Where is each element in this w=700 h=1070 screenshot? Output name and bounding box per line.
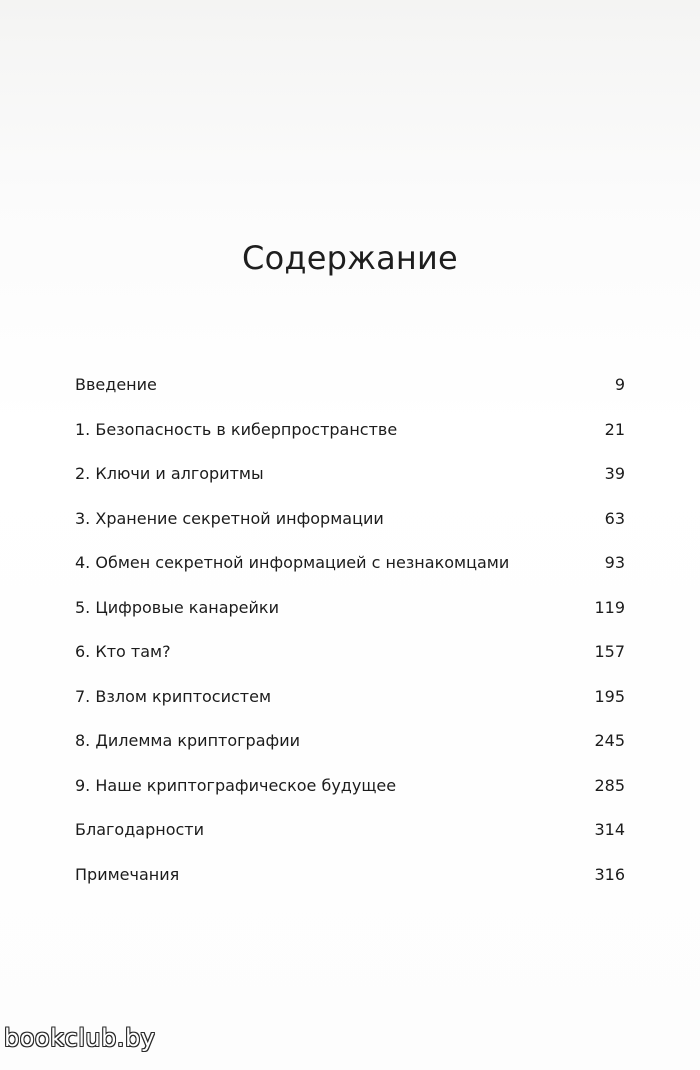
toc-entry-title: 8. Дилемма криптографии — [75, 731, 300, 750]
toc-entry-title: 7. Взлом криптосистем — [75, 686, 272, 706]
toc-entry — [75, 504, 625, 549]
toc-entry — [75, 682, 625, 727]
toc-entry — [75, 415, 625, 460]
toc-entry-page: 314 — [594, 820, 625, 839]
toc-entry — [75, 593, 625, 638]
toc-entry — [75, 459, 625, 504]
toc-entry — [75, 771, 625, 816]
toc-entry-page: 21 — [604, 419, 625, 439]
toc-entry-title: 5. Цифровые канарейки — [75, 597, 279, 617]
page-title: Содержание — [242, 239, 458, 278]
toc-entry — [75, 637, 625, 682]
toc-entry-title: 6. Кто там? — [75, 642, 171, 661]
toc-entry — [75, 726, 625, 771]
toc-entry — [75, 370, 625, 415]
toc-entry-title: 4. Обмен секретной информацией с незнакомцами — [75, 553, 510, 572]
toc-entry — [75, 815, 625, 860]
table-of-contents — [75, 370, 625, 904]
toc-entry-page: 119 — [594, 597, 625, 617]
toc-entry — [75, 860, 625, 905]
toc-entry-page: 245 — [594, 731, 625, 750]
toc-entry-title: Благодарности — [75, 820, 204, 839]
toc-entry-page: 316 — [594, 864, 625, 884]
toc-entry-title: 3. Хранение секретной информации — [75, 508, 384, 528]
toc-entry-page: 93 — [604, 553, 625, 572]
toc-entry-title: Примечания — [75, 864, 180, 884]
toc-entry-page: 9 — [614, 375, 625, 394]
toc-entry — [75, 548, 625, 593]
toc-entry-title: 2. Ключи и алгоритмы — [75, 464, 264, 483]
toc-entry-page: 195 — [594, 686, 625, 706]
toc-entry-title: Введение — [75, 375, 157, 394]
toc-entry-page: 63 — [604, 508, 625, 528]
toc-entry-page: 39 — [604, 464, 625, 483]
toc-entry-title: 1. Безопасность в киберпространстве — [75, 419, 398, 439]
toc-entry-title: 9. Наше криптографическое будущее — [75, 775, 397, 795]
site-watermark: bookclub.by — [4, 1024, 156, 1052]
toc-entry-page: 157 — [594, 642, 625, 661]
toc-entry-page: 285 — [594, 775, 625, 795]
